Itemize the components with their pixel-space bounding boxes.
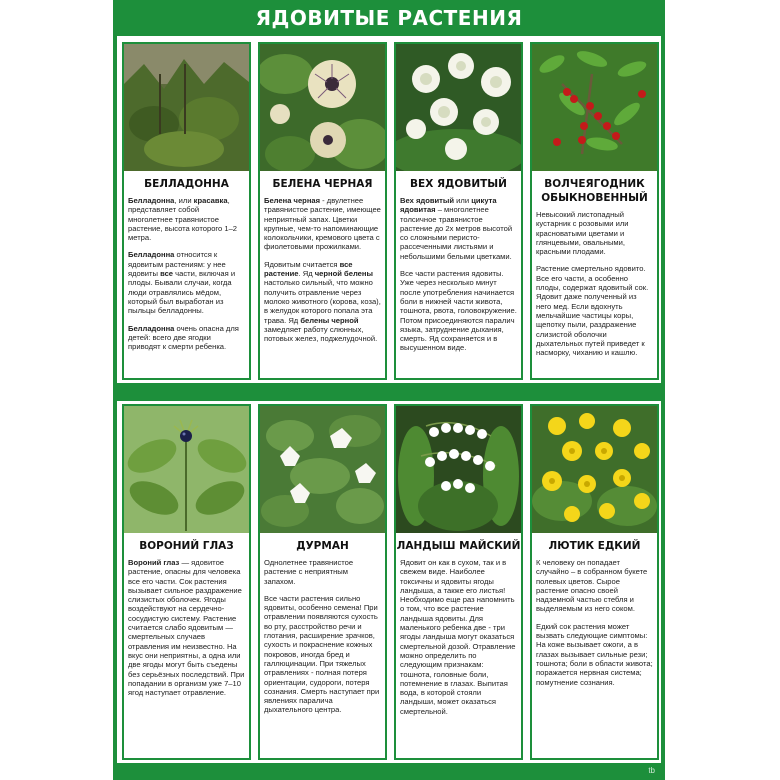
- card-lily-of-the-valley: [394, 404, 523, 760]
- header-band: [113, 0, 665, 36]
- bottom-band: [113, 763, 665, 780]
- card-datura: [258, 404, 387, 760]
- description-paragraph: К человеку он попадает случайно – в собранном букете полевых цветов. Сырое растение опасно своей надземной частью стебля и выделяемым из него соком.: [536, 558, 648, 614]
- description-paragraph: Вороний глаз — ядовитое растение, опасны для человека все его части. Сок растения вызывает сильное раздражение слизистых оболочек. Ягоды воздействуют на сердечно-сосудистую систему. Растение считается слабо ядовитым — смертельных случаев отравления им неизвестно. На вкус они неприятны, а одна или две ягоды могут быть съедены без серьёзных последствий. При попадании в организм уже 7–10 ягод наступает отравление.: [128, 558, 245, 698]
- water-hemlock-photo: [396, 44, 521, 171]
- datura-photo: [260, 406, 385, 533]
- plant-name: БЕЛЛАДОННА: [144, 178, 229, 190]
- card-henbane: [258, 42, 387, 380]
- description-paragraph: Белена черная - двулетнее травянистое растение, имеющее неприятный запах. Цветки крупные, чем-то напоминающие колокольчики, кремового цвета с фиолетовыми прожилками.: [264, 196, 381, 252]
- plant-description: [128, 558, 245, 697]
- plant-name: ЛЮТИК ЕДКИЙ: [548, 540, 641, 552]
- belladonna-photo: [124, 44, 249, 171]
- plant-description: [128, 196, 245, 351]
- description-paragraph: Белладонна относится к ядовитым растениям: у нее ядовиты все части, включая и плоды. Бывали случаи, когда люди отравлялись мёдом, который был выработан из пыльцы белладонны.: [128, 250, 236, 316]
- plant-name: ВЕХ ЯДОВИТЫЙ: [410, 178, 507, 190]
- daphne-photo: [532, 44, 657, 171]
- description-paragraph: Белладонна очень опасна для детей: всего две ягодки приводят к смерти ребенка.: [128, 323, 239, 352]
- herb-paris-photo: [124, 406, 249, 533]
- henbane-photo: [260, 44, 385, 171]
- description-paragraph: Растение смертельно ядовито. Все его части, а особенно плоды, содержат ядовитый сок. Ядовит даже полученный из него мед. Если вдохнуть мельчайшие частицы коры, щепотку пыли, раздражение слизистой оболочки дыхательных путей приведет к насморку, чиханию и кашлю.: [536, 264, 649, 358]
- plant-description: [536, 558, 653, 687]
- plant-description: [264, 558, 381, 715]
- description-paragraph: Ядовит он как в сухом, так и в свежем виде. Наиболее токсичны и ядовиты ягоды ландыша, а также его листья! Необходимо еще раз напомнить о том, что все растение ландыша ядовиты. Для маленького ребенка две - три ягоды ландыша могут оказаться смертельной дозой. Отравление можно определить по следующим признакам: тошнота, головные боли, потемнение в глазах. Выпитая вода, в которой стояли ландыши, может оказаться смертельной.: [400, 558, 516, 716]
- lily-of-the-valley-photo: [396, 406, 521, 533]
- plant-name: ЛАНДЫШ МАЙСКИЙ: [396, 540, 521, 552]
- plant-name: ВОЛЧЕЯГОДНИК ОБЫКНОВЕННЫЙ: [541, 178, 648, 204]
- footer-mark: tb: [648, 766, 655, 775]
- card-herb-paris: [122, 404, 251, 760]
- buttercup-photo: [532, 406, 657, 533]
- middle-band: [113, 383, 665, 401]
- description-paragraph: Белладонна, или красавка, представляет собой многолетнее травянистое растение, высота которого 1–2 метра.: [128, 196, 238, 243]
- poster: [113, 0, 665, 780]
- page-title: ЯДОВИТЫЕ РАСТЕНИЯ: [255, 6, 523, 30]
- plant-description: [264, 196, 381, 343]
- card-water-hemlock: [394, 42, 523, 380]
- description-paragraph: Едкий сок растения может вызвать следующие симптомы: На коже вызывает ожоги, а в глазах вызывает сильные рези; тошнота; боли в области живота; поражается нервная система; помутнение сознания.: [536, 621, 653, 687]
- card-belladonna: [122, 42, 251, 380]
- plant-description: [400, 196, 517, 353]
- description-paragraph: Невысокий листопадный кустарник с розовыми или красноватыми цветами и глянцевыми, овальными, красными плодами.: [536, 210, 629, 257]
- description-paragraph: Все части растения ядовиты. Уже через несколько минут после употребления начинается боли в нижней части живота, тошнота, рвота, головокружение. Потом присоединяются паралич языка, затруднение дыхания, смерть. Яд сохраняется и в высушенном виде.: [400, 269, 517, 353]
- description-paragraph: Ядовитым считается все растение. Яд черной белены настолько сильный, что можно получить отравление через молоко животного (корова, коза), в желудок которого попала эта трава. Яд белены черной замедляет работу слюнных, потовых желез, поджелудочной.: [264, 259, 381, 344]
- plant-name: ДУРМАН: [296, 540, 349, 552]
- plant-name: ВОРОНИЙ ГЛАЗ: [139, 540, 234, 552]
- plant-name: БЕЛЕНА ЧЕРНАЯ: [272, 178, 373, 190]
- plant-description: [536, 210, 653, 357]
- description-paragraph: Вех ядовитый или цикута ядовитая – многолетнее толсичное травянистое растение до 2х метров высотой со сложными перисто-рассеченными листьями и небольшими белыми цветками.: [400, 196, 513, 261]
- description-paragraph: Однолетнее травянистое растение с неприятным запахом.: [264, 558, 354, 586]
- card-buttercup: [530, 404, 659, 760]
- description-paragraph: Все части растения сильно ядовиты, особенно семена! При отравлении появляются сухость во рту, расстройство речи и глотания, расширение зрачков, сухость и покраснение кожных покровов, иногда бред и галлюцинации. При тяжелых отравлениях - полная потеря ориентации, судороги, потеря сознания. Смерть наступает при явлениях паралича дыхательного центра.: [264, 593, 380, 715]
- card-daphne: [530, 42, 659, 380]
- plant-description: [400, 558, 517, 716]
